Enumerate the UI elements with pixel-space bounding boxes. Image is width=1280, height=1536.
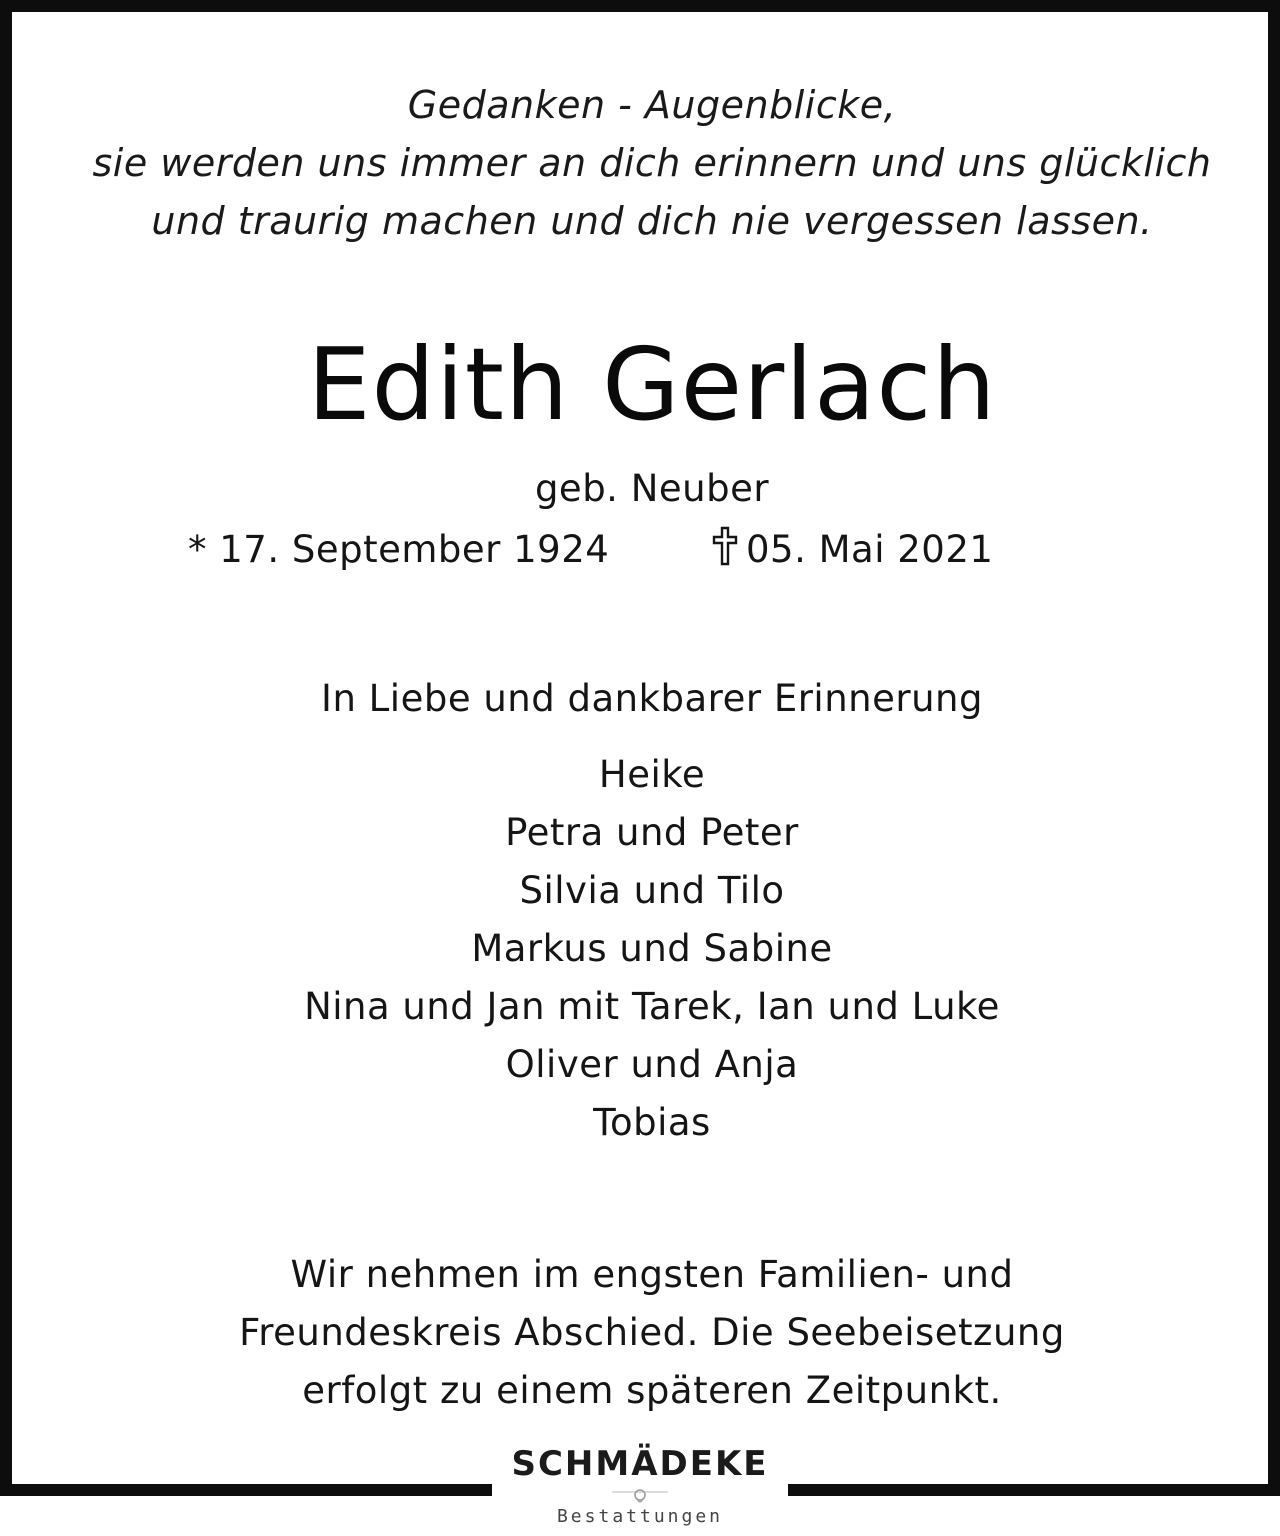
funeral-home-logo	[492, 1436, 788, 1536]
notice-line-1: Wir nehmen im engsten Familien- und	[290, 1253, 1014, 1296]
poem-line-1: Gedanken - Augenblicke,	[407, 83, 897, 127]
birth-date: * 17. September 1924	[188, 528, 610, 571]
death-date-group	[712, 522, 993, 578]
maiden-name: geb. Neuber	[534, 467, 770, 510]
poem-line-2: sie werden uns immer an dich erinnern und uns glücklich	[92, 141, 1212, 185]
mourner-line: Silvia und Tilo	[519, 869, 785, 912]
mourner-line: Markus und Sabine	[471, 927, 833, 970]
notice-line-2: Freundeskreis Abschied. Die Seebeisetzung	[239, 1311, 1065, 1354]
death-date: 05. Mai 2021	[746, 528, 994, 571]
latin-cross-icon	[712, 526, 738, 566]
mourner-line: Petra und Peter	[505, 811, 799, 854]
mourner-line: Nina und Jan mit Tarek, Ian und Luke	[304, 985, 1000, 1028]
funeral-home-subtitle: Bestattungen	[556, 1506, 724, 1527]
life-dates	[12, 522, 1280, 578]
mourner-line: Oliver und Anja	[505, 1043, 799, 1086]
remembrance-heading: In Liebe und dankbarer Erinnerung	[321, 677, 983, 720]
poem-line-3: und traurig machen und dich nie vergessen lassen.	[151, 199, 1153, 243]
mourner-line: Heike	[598, 753, 706, 796]
funeral-home-name: SCHMÄDEKE	[511, 1444, 769, 1484]
deceased-name: Edith Gerlach	[307, 326, 997, 443]
mourner-line: Tobias	[593, 1101, 711, 1144]
ornament-icon	[610, 1484, 670, 1506]
notice-line-3: erfolgt zu einem späteren Zeitpunkt.	[302, 1369, 1002, 1412]
